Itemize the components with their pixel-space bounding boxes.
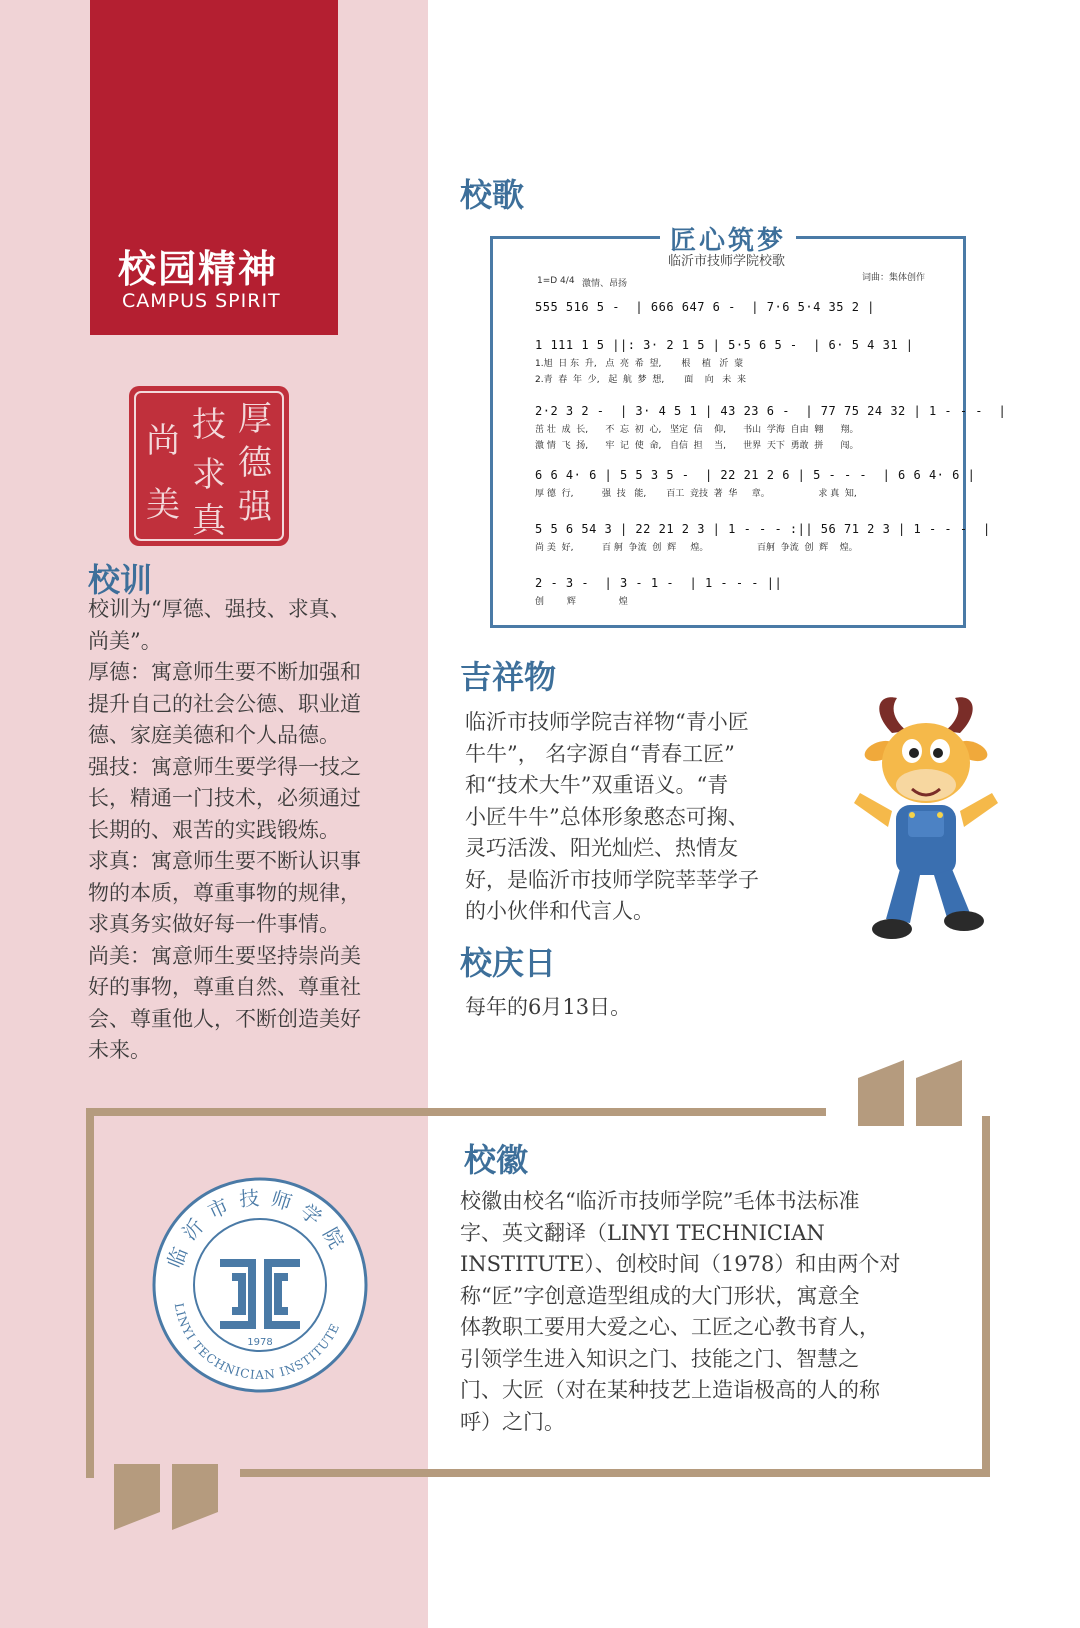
score-notes-row: 2·2 3 2 - | 3· 4 5 1 | 43 23 6 - | 77 75 24 32 | 1 - - - | <box>535 404 1007 418</box>
motto-line: 长期的、艰苦的实践锻炼。 <box>88 817 340 842</box>
svg-text:LINYI TECHNICIAN INSTITUTE: LINYI TECHNICIAN INSTITUTE <box>171 1301 343 1383</box>
mascot-line: 的小伙伴和代言人。 <box>465 899 654 923</box>
emblem-title: 校徽 <box>464 1141 529 1179</box>
svg-text:1978: 1978 <box>247 1337 273 1348</box>
mascot-line: 牛牛”， 名字源自“青春工匠” <box>465 741 735 766</box>
seal-character: 强 <box>238 487 272 527</box>
mascot-line: 临沂市技师学院吉祥物“青小匠 <box>465 710 749 734</box>
score-subtitle: 临沂市技师学院校歌 <box>668 254 786 269</box>
mascot-line: 灵巧活泼、阳光灿烂、热情友 <box>465 836 738 860</box>
frame-right-border <box>982 1116 990 1476</box>
score-credits: 词曲：集体创作 <box>862 273 926 283</box>
seal-character: 求 <box>192 455 226 495</box>
frame-top-border <box>86 1108 826 1116</box>
motto-seal-image <box>125 382 293 550</box>
seal-character: 德 <box>238 443 272 483</box>
seal-character: 技 <box>192 405 226 445</box>
score-tempo: 激情、昂扬 <box>582 279 628 289</box>
score-lyrics-row: 激 情 飞 扬, 牢 记 使 命, 自信 担 当, 世界 天下 勇敢 拼 闯。 <box>535 441 859 451</box>
emblem-text <box>460 1186 960 1438</box>
emblem-line: 门、大匠（对在某种技艺上造诣极高的人的称 <box>460 1378 880 1402</box>
score-lyrics-row: 1.旭 日 东 升, 点 亮 希 望, 根 植 沂 蒙 <box>535 359 744 369</box>
score-lyrics-row: 茁 壮 成 长, 不 忘 初 心, 坚定 信 仰, 书山 学海 自由 翱 翔。 <box>535 425 859 435</box>
motto-line: 校训为“厚德、强技、求真、 <box>88 597 351 621</box>
motto-line: 好的事物，尊重自然、尊重社 <box>88 975 361 999</box>
seal-character: 美 <box>146 485 180 525</box>
anniversary-title: 校庆日 <box>460 944 557 982</box>
school-emblem-image <box>150 1175 370 1395</box>
mascot-illustration <box>852 693 1000 951</box>
motto-title: 校训 <box>88 561 153 599</box>
frame-bottom-border <box>240 1469 990 1477</box>
emblem-line: 引领学生进入知识之门、技能之门、智慧之 <box>460 1346 859 1371</box>
motto-line: 尚美：寓意师生要坚持崇尚美 <box>88 943 361 968</box>
motto-line: 厚德：寓意师生要不断加强和 <box>88 660 361 684</box>
emblem-line: 校徽由校名“临沂市技师学院”毛体书法标准 <box>460 1189 860 1213</box>
score-title: 匠心筑梦 <box>660 220 796 257</box>
emblem-line: INSTITUTE）、创校时间（1978）和由两个对 <box>460 1252 901 1276</box>
score-lyrics-row: 创 辉 煌 <box>535 597 628 607</box>
frame-left-border <box>86 1108 94 1478</box>
emblem-line: 字、英文翻译（LINYI TECHNICIAN <box>460 1220 825 1245</box>
score-key: 1=D 4/4 <box>537 276 575 286</box>
seal-character: 真 <box>192 501 226 541</box>
song-title: 校歌 <box>460 176 525 214</box>
motto-line: 会、尊重他人，不断创造美好 <box>88 1006 361 1031</box>
seal-character: 尚 <box>146 421 180 461</box>
motto-text <box>88 594 408 1067</box>
score-lyrics-row: 尚 美 好, 百 舸 争流 创 辉 煌。 百舸 争流 创 辉 煌。 <box>535 543 858 553</box>
motto-line: 提升自己的社会公德、职业道 <box>88 691 361 716</box>
motto-line: 尚美”。 <box>88 628 162 653</box>
page-title: 校园精神 <box>118 247 279 291</box>
score-notes-row: 6 6 4· 6 | 5 5 3 5 - | 22 21 2 6 | 5 - - - | 6 6 4· 6 | <box>535 468 976 482</box>
score-notes-row: 2 - 3 - | 3 - 1 - | 1 - - - || <box>535 576 783 590</box>
score-lyrics-row: 2.青 春 年 少, 起 航 梦 想, 面 向 未 来 <box>535 375 746 385</box>
page-subtitle: CAMPUS SPIRIT <box>122 290 281 312</box>
mascot-title: 吉祥物 <box>460 658 557 696</box>
seal-character: 厚 <box>238 399 272 439</box>
mascot-line: 好，是临沂市技师学院莘莘学子 <box>465 867 759 892</box>
motto-line: 求真务实做好每一件事情。 <box>88 912 340 936</box>
score-notes-row: 555 516 5 - | 666 647 6 - | 7·6 5·4 35 2 | <box>535 300 875 314</box>
mascot-line: 小匠牛牛”总体形象憨态可掬、 <box>465 804 749 829</box>
emblem-line: 体教职工要用大爱之心、工匠之心教书育人， <box>460 1315 880 1339</box>
score-notes-row: 5 5 6 54 3 | 22 21 2 3 | 1 - - - :|| 56 71 2 3 | 1 - - - | <box>535 522 991 536</box>
motto-line: 物的本质，尊重事物的规律， <box>88 880 361 905</box>
mascot-line: 和“技术大牛”双重语义。“青 <box>465 773 729 797</box>
svg-text:临沂市技师学院: 临沂市技师学院 <box>162 1185 354 1272</box>
score-notes-row: 1 111 1 5 ||: 3· 2 1 5 | 5·5 6 5 - | 6· 5 4 31 | <box>535 338 914 352</box>
score-lyrics-row: 厚 德 行, 强 技 能, 百工 竞技 著 华 章。 求 真 知, <box>535 489 857 499</box>
motto-line: 德、家庭美德和个人品德。 <box>88 723 340 747</box>
emblem-line: 呼）之门。 <box>460 1409 565 1434</box>
motto-line: 求真：寓意师生要不断认识事 <box>88 849 361 873</box>
motto-line: 未来。 <box>88 1038 151 1062</box>
motto-line: 强技：寓意师生要学得一技之 <box>88 754 361 779</box>
motto-line: 长，精通一门技术，必须通过 <box>88 786 361 810</box>
quote-close-icon <box>112 1462 222 1532</box>
emblem-line: 称“匠”字创意造型组成的大门形状，寓意全 <box>460 1283 860 1308</box>
mascot-text <box>465 707 835 928</box>
quote-open-icon <box>856 1058 966 1128</box>
anniversary-text: 每年的6月13日。 <box>465 995 632 1019</box>
